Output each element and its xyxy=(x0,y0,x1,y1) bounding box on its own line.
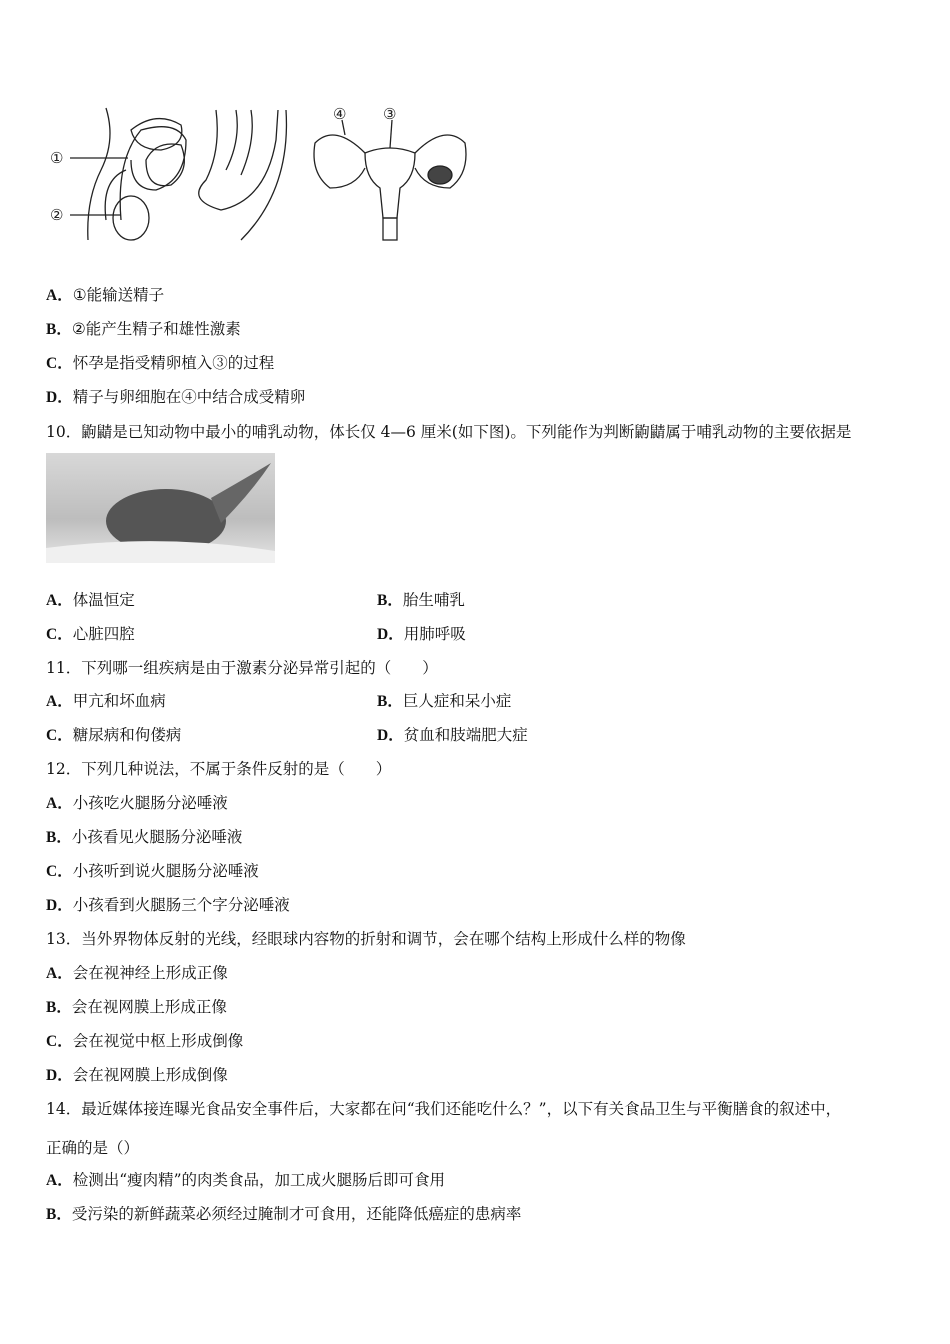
shrew-photo xyxy=(46,453,275,563)
option-text: 会在视网膜上形成倒像 xyxy=(72,1066,228,1084)
label-1: ① xyxy=(50,149,64,167)
option-letter: C． xyxy=(46,727,73,744)
q13-option-a xyxy=(46,963,228,984)
option-text: 检测出“瘦肉精”的肉类食品，加工成火腿肠后即可食用 xyxy=(72,1171,446,1189)
option-letter: D． xyxy=(46,1067,73,1084)
option-letter: B． xyxy=(46,999,72,1016)
option-letter: D． xyxy=(46,897,73,914)
q11-stem: 11．下列哪一组疾病是由于激素分泌异常引起的（ ） xyxy=(46,659,438,677)
option-letter: A． xyxy=(46,287,73,304)
option-letter: B． xyxy=(46,829,72,846)
option-text: 小孩吃火腿肠分泌唾液 xyxy=(72,794,228,812)
label-2: ② xyxy=(50,206,64,224)
male-reproductive-diagram xyxy=(46,100,296,248)
option-letter: A． xyxy=(46,1172,73,1189)
option-letter: A． xyxy=(46,795,73,812)
q14-option-a xyxy=(46,1170,445,1191)
q12-option-c xyxy=(46,861,259,882)
label-4: ④ xyxy=(333,105,347,123)
option-text: 受污染的新鲜蔬菜必须经过腌制才可食用，还能降低癌症的患病率 xyxy=(71,1205,522,1223)
option-text: 会在视神经上形成正像 xyxy=(72,964,228,982)
q11-option-a xyxy=(46,691,166,712)
q9-option-a xyxy=(46,285,164,306)
option-letter: B． xyxy=(377,592,403,609)
q11-option-b xyxy=(377,691,511,712)
q14-stem-line2: 正确的是（） xyxy=(46,1139,140,1157)
option-text: 用肺呼吸 xyxy=(403,625,466,643)
option-letter: B． xyxy=(377,693,403,710)
option-text: ②能产生精子和雄性激素 xyxy=(71,320,241,338)
option-letter: D． xyxy=(377,626,404,643)
option-text: 小孩听到说火腿肠分泌唾液 xyxy=(72,862,259,880)
q13-option-d xyxy=(46,1065,228,1086)
q9-option-c xyxy=(46,353,274,374)
q10-option-c xyxy=(46,624,135,645)
q9-option-b xyxy=(46,319,241,340)
option-text: 精子与卵细胞在④中结合成受精卵 xyxy=(72,388,306,406)
option-letter: B． xyxy=(46,1206,72,1223)
q11-option-d xyxy=(377,725,528,746)
q13-option-c xyxy=(46,1031,243,1052)
option-letter: A． xyxy=(46,693,73,710)
q10-option-a xyxy=(46,590,135,611)
option-text: 糖尿病和佝偻病 xyxy=(72,726,182,744)
option-letter: B． xyxy=(46,321,72,338)
q11-option-c xyxy=(46,725,181,746)
q12-option-a xyxy=(46,793,228,814)
option-text: 怀孕是指受精卵植入③的过程 xyxy=(72,354,275,372)
q12-option-b xyxy=(46,827,242,848)
option-text: ①能输送精子 xyxy=(72,286,165,304)
option-text: 小孩看见火腿肠分泌唾液 xyxy=(71,828,243,846)
q14-option-b xyxy=(46,1204,521,1225)
option-letter: C． xyxy=(46,355,73,372)
q12-stem: 12．下列几种说法，不属于条件反射的是（ ） xyxy=(46,760,392,778)
option-letter: D． xyxy=(46,389,73,406)
q10-stem: 10．鼩鼱是已知动物中最小的哺乳动物，体长仅 4—6 厘米(如下图)。下列能作为判断鼩鼱属于哺乳动物的主要依据是 xyxy=(46,423,852,441)
option-letter: C． xyxy=(46,626,73,643)
option-letter: D． xyxy=(377,727,404,744)
q10-option-b xyxy=(377,590,465,611)
q13-stem: 13．当外界物体反射的光线，经眼球内容物的折射和调节，会在哪个结构上形成什么样的物像 xyxy=(46,930,686,948)
option-text: 心脏四腔 xyxy=(72,625,135,643)
option-text: 贫血和肢端肥大症 xyxy=(403,726,528,744)
q9-option-d xyxy=(46,387,305,408)
label-3: ③ xyxy=(383,105,397,123)
q13-option-b xyxy=(46,997,227,1018)
option-letter: C． xyxy=(46,1033,73,1050)
option-text: 巨人症和呆小症 xyxy=(402,692,512,710)
option-letter: C． xyxy=(46,863,73,880)
q12-option-d xyxy=(46,895,290,916)
option-letter: A． xyxy=(46,592,73,609)
option-letter: A． xyxy=(46,965,73,982)
q10-option-d xyxy=(377,624,466,645)
option-text: 会在视网膜上形成正像 xyxy=(71,998,227,1016)
option-text: 体温恒定 xyxy=(72,591,135,609)
option-text: 会在视觉中枢上形成倒像 xyxy=(72,1032,244,1050)
option-text: 甲亢和坏血病 xyxy=(72,692,166,710)
option-text: 小孩看到火腿肠三个字分泌唾液 xyxy=(72,896,290,914)
option-text: 胎生哺乳 xyxy=(402,591,465,609)
q14-stem-line1: 14．最近媒体接连曝光食品安全事件后，大家都在问“我们还能吃什么？”，以下有关食品卫生与平衡膳食的叙述中， xyxy=(46,1100,842,1118)
female-reproductive-diagram xyxy=(305,103,475,245)
